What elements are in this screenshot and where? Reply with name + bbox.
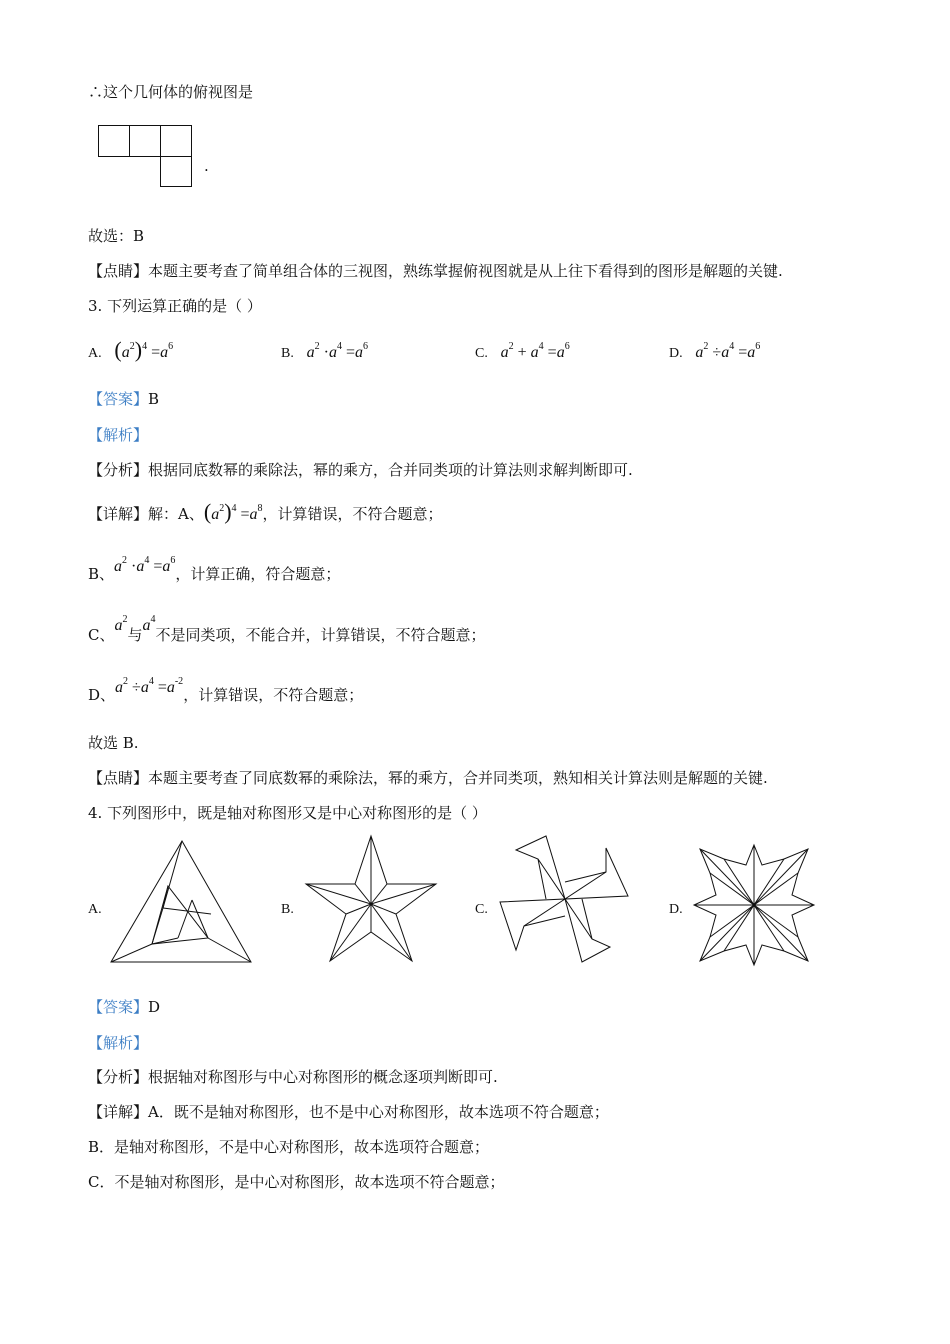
q2-choice: 故选：B xyxy=(88,227,145,245)
option-label: D. xyxy=(669,346,683,361)
option-label: A. xyxy=(88,346,102,361)
q3-detail-b: B、$a^2 \cdot a^4 =a^6$，计算正确，符合题意； xyxy=(88,555,341,583)
q3-title: 3. 下列运算正确的是（ ） xyxy=(88,297,262,315)
q4-figure-b[interactable] xyxy=(304,834,438,964)
q3-analysis-tag: 【解析】 xyxy=(88,426,149,444)
q4-option-c-label[interactable]: C. xyxy=(475,902,488,917)
q4-figure-c[interactable] xyxy=(498,834,632,964)
q4-detail-b: B．是轴对称图形，不是中心对称图形，故本选项符合题意； xyxy=(88,1138,490,1156)
q4-fenxi: 【分析】根据轴对称图形与中心对称图形的概念逐项判断即可. xyxy=(88,1068,498,1086)
intro-period: . xyxy=(204,157,209,175)
q3-option-c[interactable]: C. $a^2 + a^4 =a^6$ xyxy=(475,341,570,361)
answer-tag: 【答案】 xyxy=(88,390,149,408)
q3-detail-d: D、$a^2 \div a^4 =a^{-2}$，计算错误，不符合题意； xyxy=(88,676,364,704)
q4-detail-c: C．不是轴对称图形，是中心对称图形，故本选项不符合题意； xyxy=(88,1173,505,1191)
q4-detail-a: 【详解】A．既不是轴对称图形，也不是中心对称图形，故本选项不符合题意； xyxy=(88,1103,609,1121)
q4-analysis-tag: 【解析】 xyxy=(88,1034,149,1052)
q4-option-b-label[interactable]: B. xyxy=(281,902,294,917)
q4-option-a-label[interactable]: A. xyxy=(88,902,102,917)
tip-text: 本题主要考查了简单组合体的三视图，熟练掌握俯视图就是从上往下看得到的图形是解题的关键. xyxy=(148,262,783,280)
q4-figure-a[interactable] xyxy=(108,838,254,966)
q4-figure-d[interactable] xyxy=(692,843,816,967)
q3-detail-c: C、$a^2$与$a^4$不是同类项，不能合并，计算错误，不符合题意； xyxy=(88,614,486,644)
q3-option-a[interactable]: A. $(a^2)^4 =a^6$ xyxy=(88,337,174,362)
q4-answer: 【答案】D xyxy=(88,998,161,1016)
tip-tag: 【点睛】 xyxy=(88,262,149,280)
q3-tip: 【点睛】本题主要考查了同底数幂的乘除法，幂的乘方，合并同类项，熟知相关计算法则是解题的关键. xyxy=(88,769,768,787)
q3-option-b[interactable]: B. $a^2 \cdot a^4 =a^6$ xyxy=(281,341,368,361)
q3-choice: 故选 B. xyxy=(88,734,139,752)
q3-option-d[interactable]: D. $a^2 \div a^4 =a^6$ xyxy=(669,341,761,361)
q4-option-d-label[interactable]: D. xyxy=(669,902,683,917)
option-label: C. xyxy=(475,346,488,361)
q3-detail-a: 【详解】解：A、$(a^2)^4 =a^8$，计算错误，不符合题意； xyxy=(88,499,443,524)
q4-title: 4. 下列图形中，既是轴对称图形又是中心对称图形的是（ ） xyxy=(88,804,487,822)
intro-line: ∴这个几何体的俯视图是 xyxy=(88,83,254,101)
q2-tip xyxy=(88,261,783,281)
q3-fenxi: 【分析】根据同底数幂的乘除法，幂的乘方，合并同类项的计算法则求解判断即可. xyxy=(88,461,633,479)
q3-answer xyxy=(88,389,159,409)
top-view-figure xyxy=(97,124,197,188)
answer-value: B xyxy=(148,390,160,408)
option-label: B. xyxy=(281,346,294,361)
